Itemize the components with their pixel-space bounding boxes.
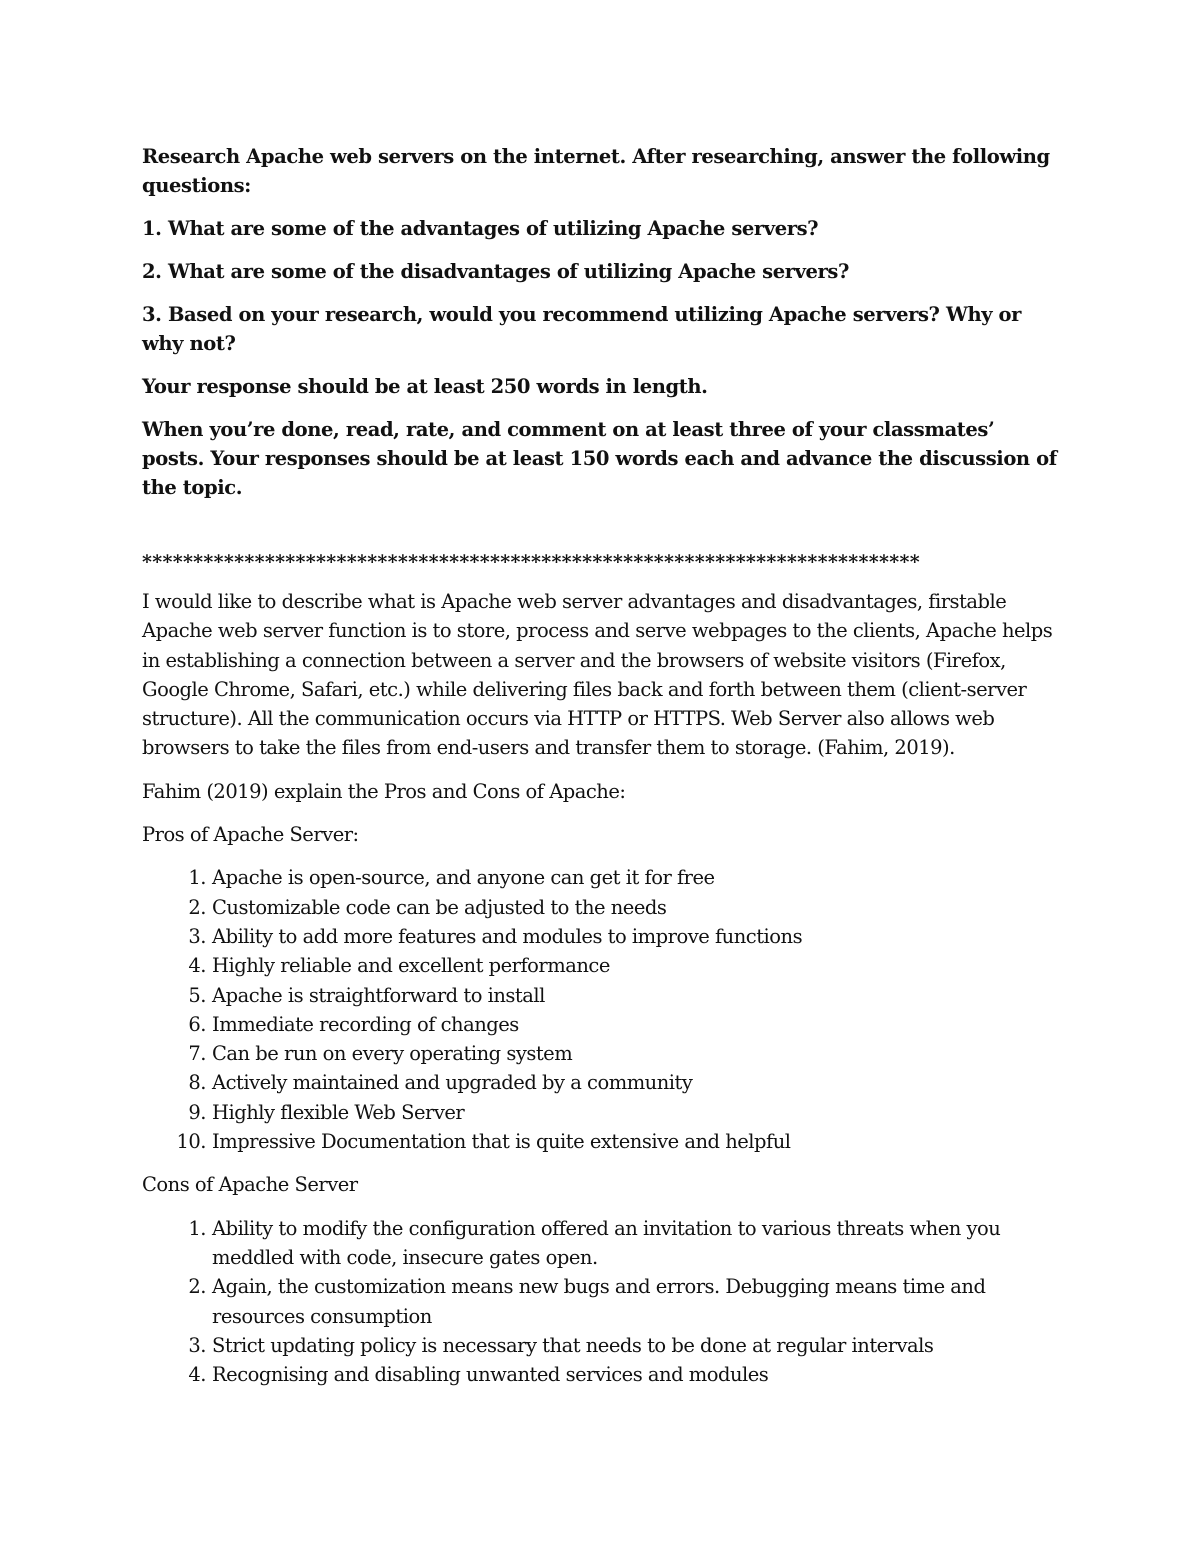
list-number: 3. — [188, 924, 206, 948]
prompt-question-2: 2. What are some of the disadvantages of utilizing Apache servers? — [142, 260, 850, 283]
document-content — [142, 142, 1062, 1403]
list-number: 8. — [188, 1071, 206, 1095]
list-number: 6. — [188, 1012, 206, 1036]
list-number: 4. — [188, 1363, 206, 1387]
list-item — [142, 1098, 1062, 1127]
list-number: 2. — [188, 895, 206, 919]
list-number: 7. — [188, 1042, 206, 1066]
list-number: 9. — [188, 1100, 206, 1124]
list-text: Can be run on every operating system — [212, 1042, 573, 1066]
list-item — [142, 1039, 1062, 1068]
prompt-intro: Research Apache web servers on the internet. After researching, answer the following questions: — [142, 145, 1050, 197]
answer-paragraph-2: Fahim (2019) explain the Pros and Cons of Apache: — [142, 779, 626, 803]
list-item — [142, 1331, 1062, 1360]
pros-heading: Pros of Apache Server: — [142, 823, 359, 847]
prompt-peer-requirement: When you’re done, read, rate, and comment on at least three of your classmates’ posts. Your responses should be at least 150 words each and advance the discussion of the topic. — [142, 418, 1057, 499]
list-text: Strict updating policy is necessary that needs to be done at regular intervals — [212, 1333, 934, 1357]
list-text: Customizable code can be adjusted to the needs — [212, 895, 667, 919]
list-text: Apache is open-source, and anyone can get it for free — [212, 866, 715, 890]
list-item — [142, 1272, 1062, 1331]
list-number: 5. — [188, 983, 206, 1007]
list-item — [142, 981, 1062, 1010]
list-item — [142, 863, 1062, 892]
prompt-question-1: 1. What are some of the advantages of utilizing Apache servers? — [142, 217, 819, 240]
list-item — [142, 951, 1062, 980]
prompt-question-3: 3. Based on your research, would you recommend utilizing Apache servers? Why or why not? — [142, 303, 1022, 355]
list-text: Highly flexible Web Server — [212, 1100, 465, 1124]
list-number: 10. — [176, 1130, 206, 1154]
list-text: Ability to modify the configuration offered an invitation to various threats when you meddled with code, insecure gates open. — [212, 1216, 1001, 1269]
cons-heading: Cons of Apache Server — [142, 1173, 358, 1197]
list-number: 1. — [188, 1216, 206, 1240]
list-item — [142, 1068, 1062, 1097]
list-text: Actively maintained and upgraded by a community — [212, 1071, 693, 1095]
prompt-length-requirement: Your response should be at least 250 words in length. — [142, 375, 708, 398]
list-text: Highly reliable and excellent performance — [212, 954, 610, 978]
list-text: Again, the customization means new bugs and errors. Debugging means time and resources consumption — [212, 1275, 986, 1328]
list-item — [142, 1214, 1062, 1273]
pros-list — [142, 863, 1062, 1156]
asterisk-divider: **************************************************************************** — [142, 551, 920, 573]
list-text: Recognising and disabling unwanted services and modules — [212, 1363, 769, 1387]
list-text: Ability to add more features and modules to improve functions — [212, 924, 803, 948]
list-item — [142, 1127, 1062, 1156]
cons-list — [142, 1214, 1062, 1390]
list-item — [142, 893, 1062, 922]
list-number: 2. — [188, 1275, 206, 1299]
student-answer — [142, 587, 1062, 1389]
assignment-prompt — [142, 142, 1062, 502]
list-number: 3. — [188, 1333, 206, 1357]
list-number: 4. — [188, 954, 206, 978]
list-item — [142, 1010, 1062, 1039]
list-item — [142, 1360, 1062, 1389]
list-item — [142, 922, 1062, 951]
list-number: 1. — [188, 866, 206, 890]
answer-paragraph-1: I would like to describe what is Apache web server advantages and disadvantages, firstable Apache web server function is to store, process and serve webpages to the clients, Apache helps in establishing a connection between a server and the browsers of website visitors (Firefox, Google Chrome, Safari, etc.) while delivering files back and forth between them (client-server structure). All the communication occurs via HTTP or HTTPS. Web Server also allows web browsers to take the files from end-users and transfer them to storage. (Fahim, 2019). — [142, 590, 1053, 760]
list-text: Impressive Documentation that is quite extensive and helpful — [212, 1130, 791, 1154]
list-text: Apache is straightforward to install — [212, 983, 545, 1007]
list-text: Immediate recording of changes — [212, 1012, 519, 1036]
